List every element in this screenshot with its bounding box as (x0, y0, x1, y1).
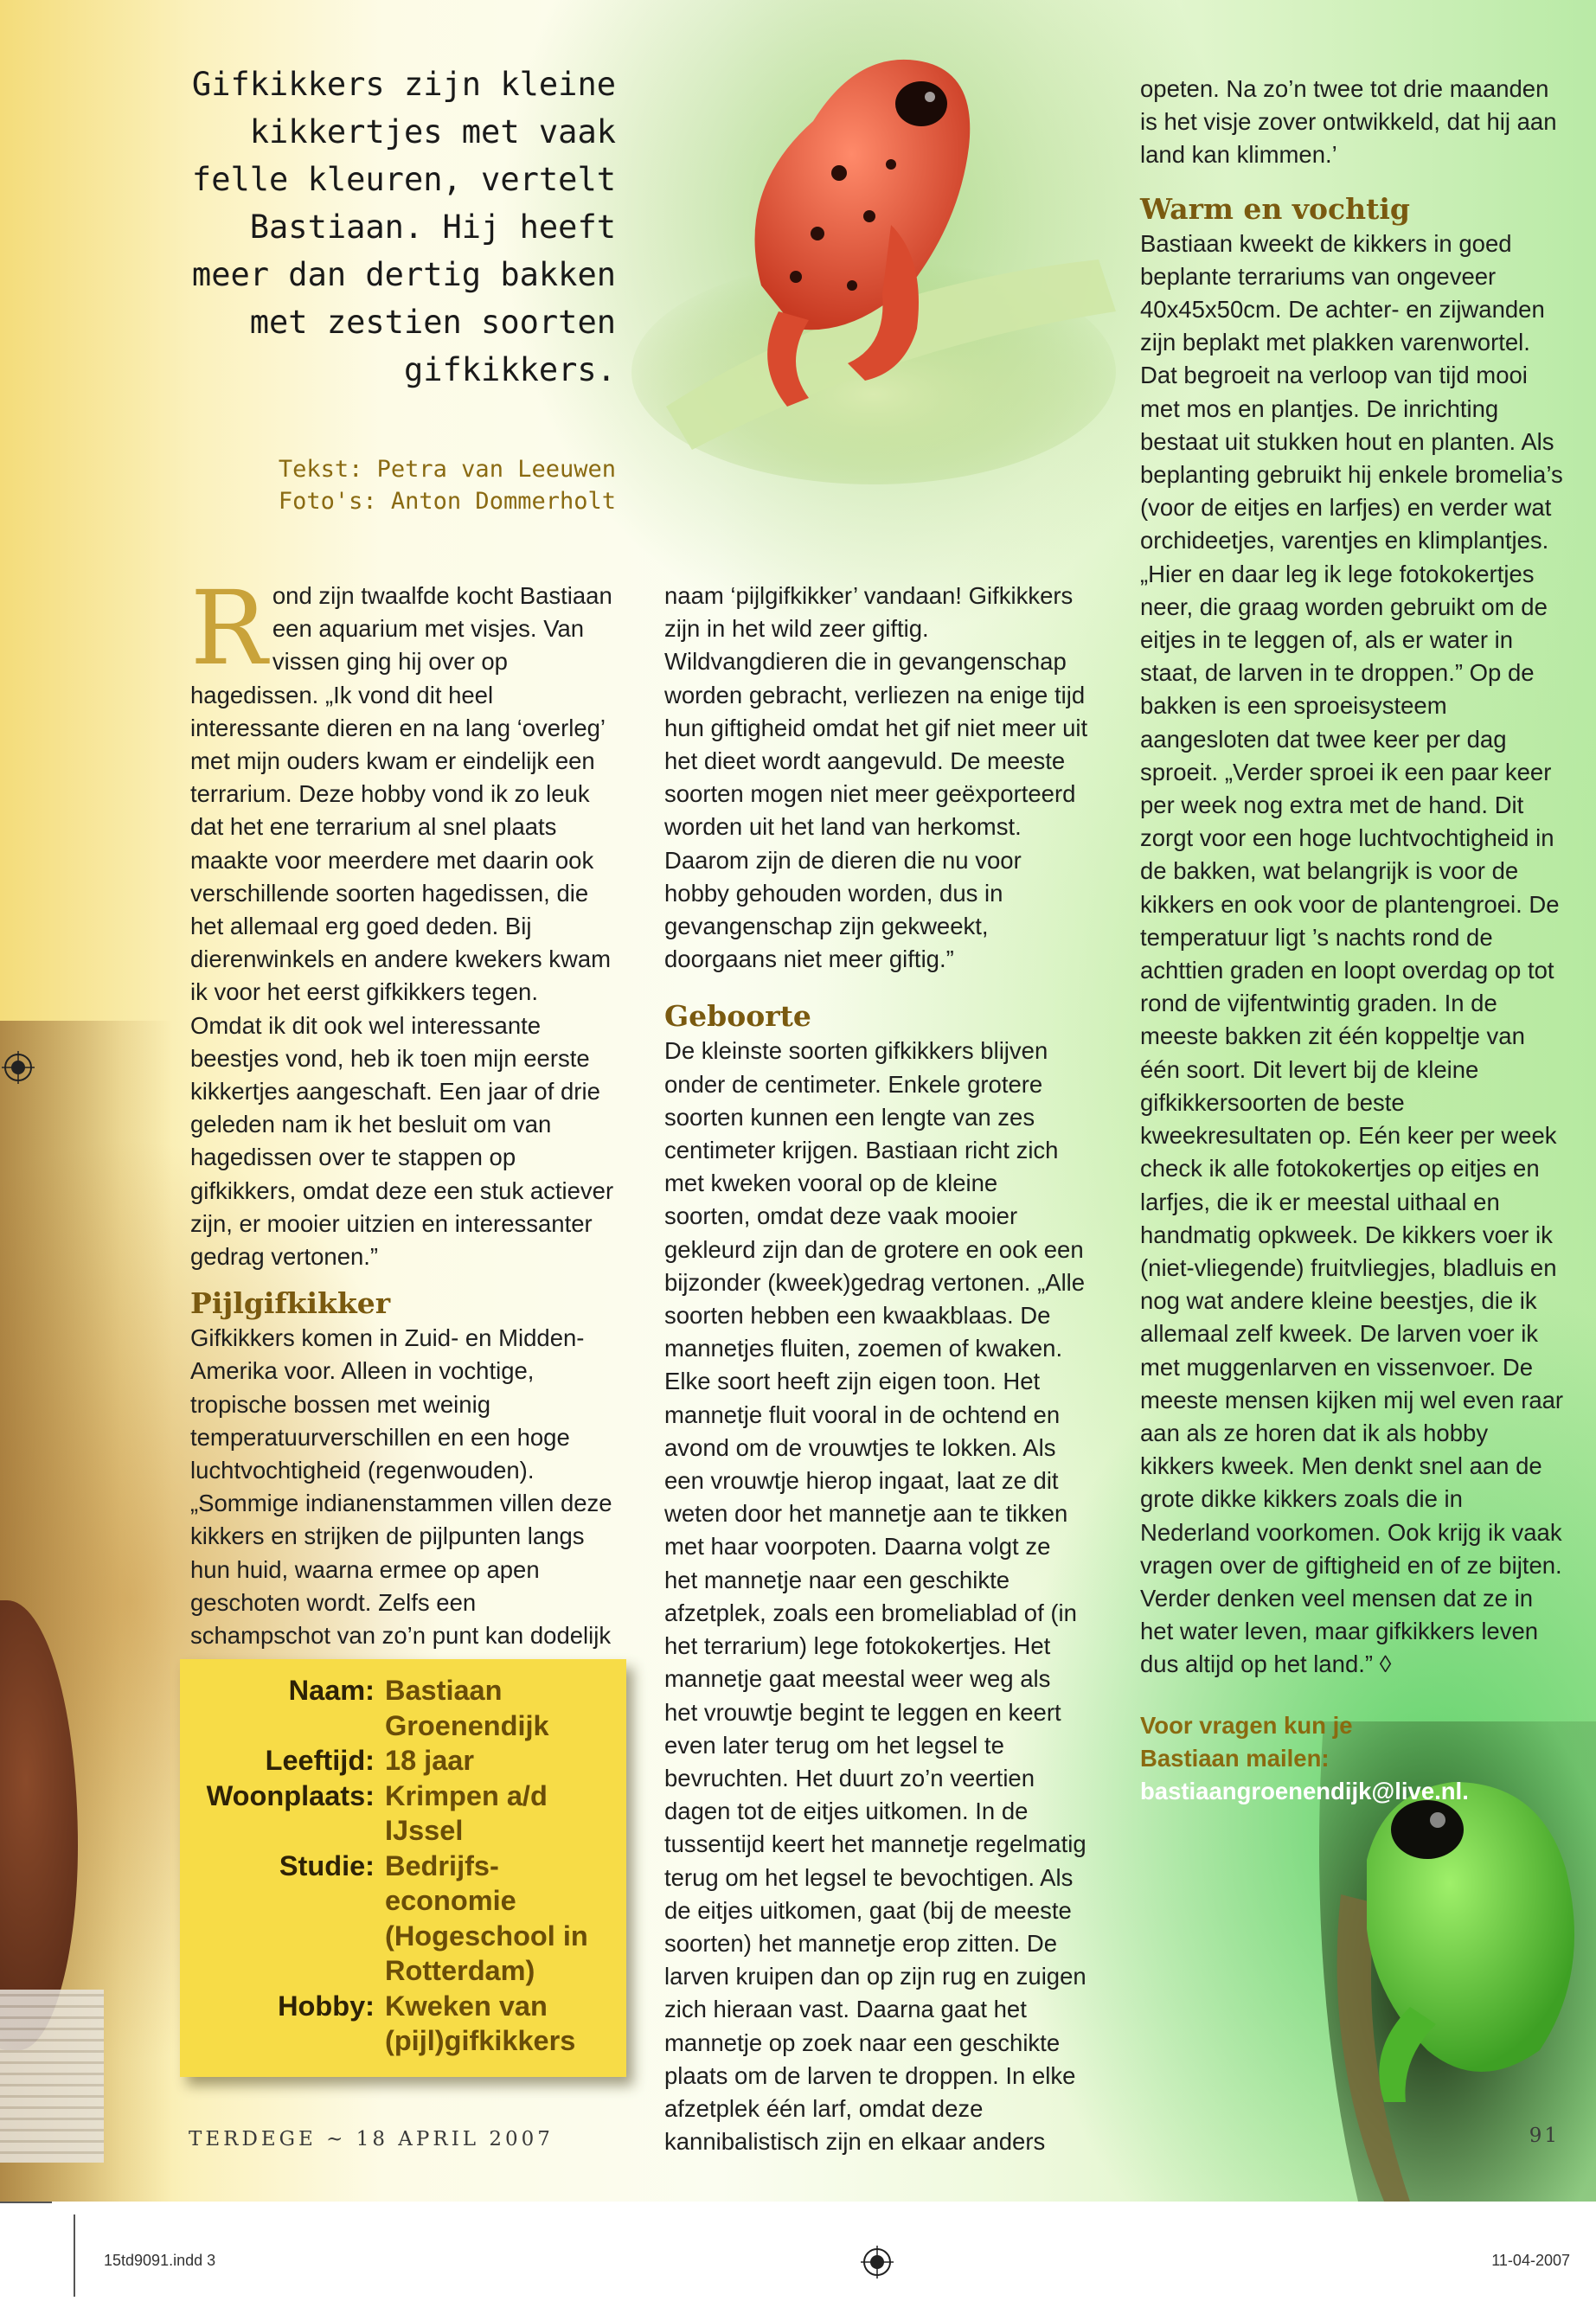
info-row (180, 1673, 626, 1743)
footer-publication: TERDEGE ~ 18 APRIL 2007 (189, 2128, 554, 2150)
article-paragraph: Rond zijn twaalfde kocht Bastiaan een aquarium met visjes. Van vissen ging hij over op hagedissen. „Ik vond dit heel interessante dieren en na lang ‘overleg’ met mijn ouders kwam er eindelijk een terrarium. Deze hobby vond ik zo leuk dat het ene terrarium al snel plaats maakte voor meerdere met daarin ook verschillende soorten hagedissen, die het allemaal erg goed deden. Bij dierenwinkels en andere kwekers kwam ik voor het eerst gifkikkers tegen. Omdat ik dit ook wel interessante beestjes vond, heb ik toen mijn eerste kikkertjes aangeschaft. Een jaar of drie geleden nam ik het besluit om van hagedissen over te stappen op gifkikkers, omdat deze een stuk actiever zijn, er mooier uitzien en interessanter gedrag vertonen.” (190, 568, 614, 1271)
info-row (180, 1989, 626, 2059)
article-column-2 (664, 580, 1088, 2158)
heading-geboorte: Geboorte (664, 999, 811, 1034)
contact-line: Voor vragen kun je (1140, 1711, 1353, 1739)
contact-email-link[interactable]: bastiaangroenendijk@live.nl. (1140, 1777, 1469, 1804)
red-frog-photo (631, 0, 1116, 484)
article-paragraph: Gifkikkers komen in Zuid- en Midden-Amerika voor. Alleen in vochtige, tropische bossen met weinig temperatuurverschillen en een hoge luchtvochtigheid (regenwouden). „Sommige indianenstammen villen deze kikkers en strijken de pijlpunten langs hun huid, waarna ermee op apen geschoten wordt. Zelfs een schampschot van zo’n punt kan dodelijk (190, 1324, 612, 1650)
article-paragraph: Bastiaan kweekt de kikkers in goed beplante terrariums van ongeveer 40x45x50cm. De achter- en zijwanden zijn beplakt met plakken varenwortel. Dat begroeit na verloop van tijd mooi met mos en plantjes. De inrichting bestaat uit stukken hout en planten. Als beplanting gebruikt hij enkele bromelia’s (voor de eitjes en larfjes) en verder wat orchideetjes, varentjes en klimplantjes. „Hier en daar leg ik lege fotokokertjes neer, die graag worden gebruikt om de eitjes in te leggen of, als er water in staat, de larven in te droppen.” Op de bakken is een sproeisysteem aangesloten dat twee keer per dag sproeit. „Verder sproei ik een paar keer per week nog extra met de hand. Dit zorgt voor een hoge luchtvochtigheid in de bakken, wat belangrijk is voor de kikkers en ook voor de plantengroei. De temperatuur ligt ’s nachts rond de achttien graden en loopt overdag op tot rond de vijfentwintig graden. In de meeste bakken zit één koppeltje van één soort. Dit levert bij de kleine gifkikkersoorten de beste kweekresultaten op. Eén keer per week check ik alle fotokokertjes op eitjes en larfjes, die ik er meestal uithaal en handmatig opkweek. De kikkers voer ik (niet-vliegende) fruitvliegjes, bladluis en nog wat andere kleine beestjes, die ik allemaal zelf kweek. De larven voer ik met muggenlarven en vissenvoer. De meeste mensen kijken mij wel even raar aan als ze horen dat ik als hobby kikkers kweek. Men denkt snel aan de grote dikke kikkers zoals die in Nederland voorkomen. Ook krijg ik vaak vragen over de giftigheid en of ze bijten. Verder denken veel mensen dat ze in het water leven, maar gifkikkers leven dus altijd op het land.” ◊ (1140, 229, 1564, 1678)
article-paragraph: De kleinste soorten gifkikkers blijven onder de centimeter. Enkele grotere soorten kunnen een lengte van zes centimeter krijgen. Bastiaan richt zich met kweken vooral op de kleine soorten, omdat deze vaak mooier gekleurd zijn dan de grotere en ook een bijzonder (kweek)gedrag vertonen. „Alle soorten hebben een kwaakblaas. De mannetjes fluiten, zoemen of kwaken. Elke soort heeft zijn eigen toon. Het mannetje fluit vooral in de ochtend en avond om de vrouwtjes te lokken. Als een vrouwtje hierop ingaat, laat ze dit weten door het mannetje aan te tikken met haar voorpoten. Daarna volgt ze het mannetje naar een geschikte afzetplek, zoals een bromeliablad of (in het terrarium) lege fotokokertjes. Het mannetje gaat meestal weer weg als het vrouwtje begint te leggen en keert even later terug om het legsel te bevruchten. Het duurt zo’n veertien dagen tot de eitjes uitkomen. In de tussentijd keert het mannetje regelmatig terug om het legsel te bevochtigen. Als de eitjes uitkomen, gaat (bij de meeste soorten) het mannetje erop zitten. De larven kruipen dan op zijn rug en zuigen zich hieraan vast. Daarna gaat het mannetje op zoek naar een geschikte plaats om de larven te droppen. In elke afzetplek één larf, omdat deze kannibalistisch zijn en elkaar anders (664, 1037, 1086, 2156)
slug-filename: 15td9091.indd 3 (104, 2252, 216, 2269)
info-value: Kweken van (pijl)gifkikkers (385, 1990, 576, 2056)
article-column-1 (190, 568, 614, 1719)
info-label: Hobby: (278, 1990, 375, 2022)
contact-line: Bastiaan mailen: (1140, 1744, 1330, 1772)
contact-block (1140, 1709, 1564, 1809)
heading-pijlgifkikker: Pijlgifkikker (190, 1286, 391, 1321)
text-credit: Tekst: Petra van Leeuwen (278, 456, 616, 483)
info-label: Naam: (288, 1675, 375, 1706)
info-row (180, 1849, 626, 1989)
intro-text: Gifkikkers zijn kleine kikkertjes met vaak felle kleuren, vertelt Bastiaan. Hij heeft meer dan dertig bakken met zestien soorten gifkikkers. (191, 66, 616, 388)
crop-mark (74, 2214, 75, 2297)
crop-mark (0, 2202, 52, 2203)
background-dishes-photo (0, 1990, 104, 2163)
registration-mark-icon (2, 1051, 35, 1084)
info-value: Bastiaan Groenendijk (385, 1675, 549, 1741)
info-label: Woonplaats: (206, 1779, 375, 1811)
drop-cap: R (190, 568, 267, 688)
page-number: 91 (1529, 2125, 1560, 2147)
photo-credit: Foto's: Anton Dommerholt (278, 488, 616, 515)
article-paragraph: opeten. Na zo’n twee tot drie maanden is het visje zover ontwikkeld, dat hij aan land kan klimmen.’ (1140, 75, 1557, 169)
registration-mark-icon (861, 2246, 894, 2279)
info-value: Bedrijfs-economie (Hogeschool in Rotterdam) (385, 1849, 588, 1986)
info-row (180, 1779, 626, 1849)
profile-infobox (180, 1659, 626, 2077)
info-label: Leeftijd: (265, 1745, 375, 1776)
info-label: Studie: (279, 1849, 375, 1881)
article-column-3 (1140, 73, 1564, 1808)
article-paragraph: naam ‘pijlgifkikker’ vandaan! Gifkikkers zijn in het wild zeer giftig. Wildvangdieren die in gevangenschap worden gebracht, verliezen na enige tijd hun giftigheid omdat het gif niet meer uit het dieet wordt aangevuld. De meeste soorten mogen niet meer geëxporteerd worden uit het land van herkomst. Daarom zijn de dieren die nu voor hobby gehouden worden, dus in gevangenschap zijn gekweekt, doorgaans niet meer giftig.” (664, 582, 1088, 973)
heading-warm-en-vochtig: Warm en vochtig (1140, 191, 1410, 226)
slug-date: 11-04-2007 (1491, 2252, 1570, 2269)
info-value: Krimpen a/d IJssel (385, 1779, 548, 1846)
info-value: 18 jaar (385, 1745, 475, 1776)
info-row (180, 1743, 626, 1779)
credits (182, 453, 616, 517)
